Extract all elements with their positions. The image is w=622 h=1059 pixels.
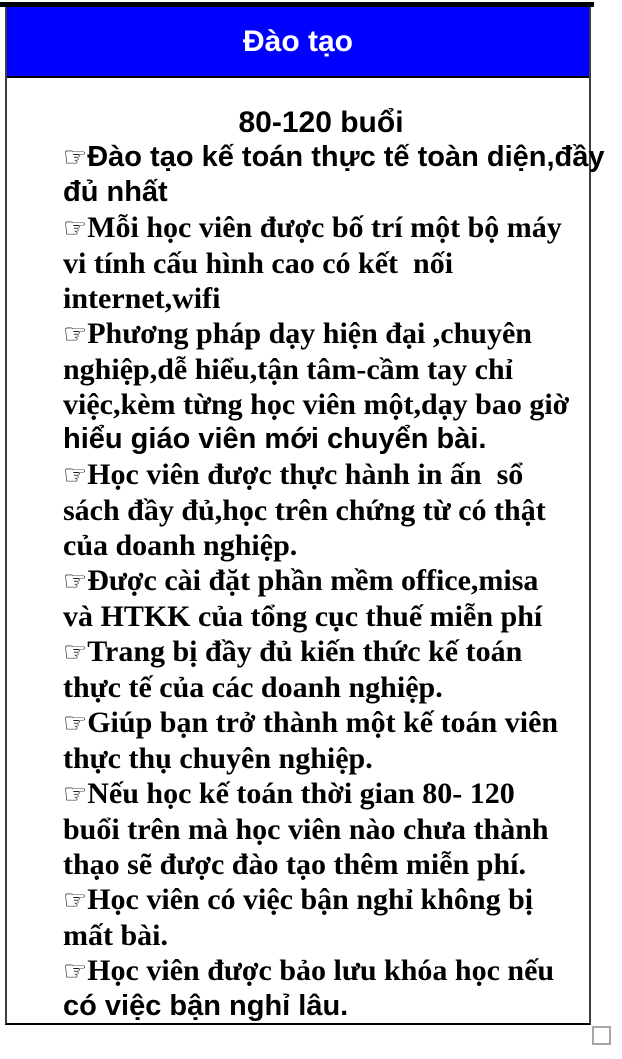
benefit-line: buổi trên mà học viên nào chưa thành <box>63 813 549 846</box>
benefit-item <box>63 634 579 705</box>
pointing-hand-icon: ☞ <box>63 213 88 244</box>
pointing-hand-icon: ☞ <box>63 956 88 987</box>
benefit-line: ☞Nếu học kế toán thời gian 80- 120 <box>63 777 515 810</box>
benefit-line: vi tính cấu hình cao có kết nối <box>63 247 454 280</box>
sessions-heading: 80-120 buổi <box>238 106 404 139</box>
benefit-item <box>63 210 579 316</box>
pointing-hand-icon: ☞ <box>63 708 88 739</box>
benefit-line: thực tế của các doanh nghiệp. <box>63 671 443 704</box>
pointing-hand-icon: ☞ <box>63 319 88 350</box>
table-header-cell <box>7 7 589 78</box>
benefit-line: nghiệp,dễ hiểu,tận tâm-cầm tay chỉ <box>63 353 513 386</box>
benefit-line: ☞Trang bị đầy đủ kiến thức kế toán <box>63 635 523 668</box>
corner-handle[interactable] <box>592 1026 611 1045</box>
benefit-line: và HTKK của tổng cục thuế miễn phí <box>63 600 543 633</box>
benefit-line: thạo sẽ được đào tạo thêm miễn phí. <box>63 848 526 881</box>
benefit-line: việc,kèm từng học viên một,dạy bao giờ <box>63 388 570 421</box>
benefit-line: ☞Được cài đặt phần mềm office,misa <box>63 564 539 597</box>
pointing-hand-icon: ☞ <box>63 779 88 810</box>
benefit-item <box>63 563 579 634</box>
benefit-item <box>63 140 605 210</box>
training-benefits-list <box>63 140 605 1024</box>
benefit-item <box>63 776 579 882</box>
pointing-hand-icon: ☞ <box>63 637 88 668</box>
benefit-item <box>63 953 579 1024</box>
pointing-hand-icon: ☞ <box>63 460 88 491</box>
benefit-line: sách đầy đủ,học trên chứng từ có thật <box>63 494 546 527</box>
pointing-hand-icon: ☞ <box>63 142 88 173</box>
benefit-line: đủ nhất <box>63 176 168 208</box>
benefit-line: ☞Học viên được bảo lưu khóa học nếu <box>63 954 555 987</box>
benefit-line: ☞Học viên có việc bận nghỉ không bị <box>63 883 534 916</box>
table-body-cell <box>7 78 605 1024</box>
pointing-hand-icon: ☞ <box>63 566 88 597</box>
benefit-line: ☞Giúp bạn trở thành một kế toán viên <box>63 706 559 739</box>
pointing-hand-icon: ☞ <box>63 885 88 916</box>
table-header-title: Đào tạo <box>242 24 353 58</box>
benefit-item <box>63 316 579 457</box>
benefit-line: ☞Đào tạo kế toán thực tế toàn diện,đầy <box>63 141 605 173</box>
benefit-line: có việc bận nghỉ lâu. <box>63 990 349 1022</box>
benefit-item <box>63 882 579 953</box>
benefit-item <box>63 457 579 563</box>
benefit-item <box>63 705 579 776</box>
benefit-line: ☞Học viên được thực hành in ấn sổ <box>63 458 524 491</box>
benefit-line: ☞Mỗi học viên được bố trí một bộ máy <box>63 211 562 244</box>
training-table <box>5 7 605 1025</box>
benefit-line: thực thụ chuyên nghiệp. <box>63 742 373 775</box>
benefit-line: ☞Phương pháp dạy hiện đại ,chuyên <box>63 317 532 350</box>
benefit-line: hiểu giáo viên mới chuyển bài. <box>63 423 487 455</box>
benefit-line: mất bài. <box>63 919 168 952</box>
benefit-line: internet,wifi <box>63 282 221 315</box>
benefit-line: của doanh nghiệp. <box>63 529 298 562</box>
